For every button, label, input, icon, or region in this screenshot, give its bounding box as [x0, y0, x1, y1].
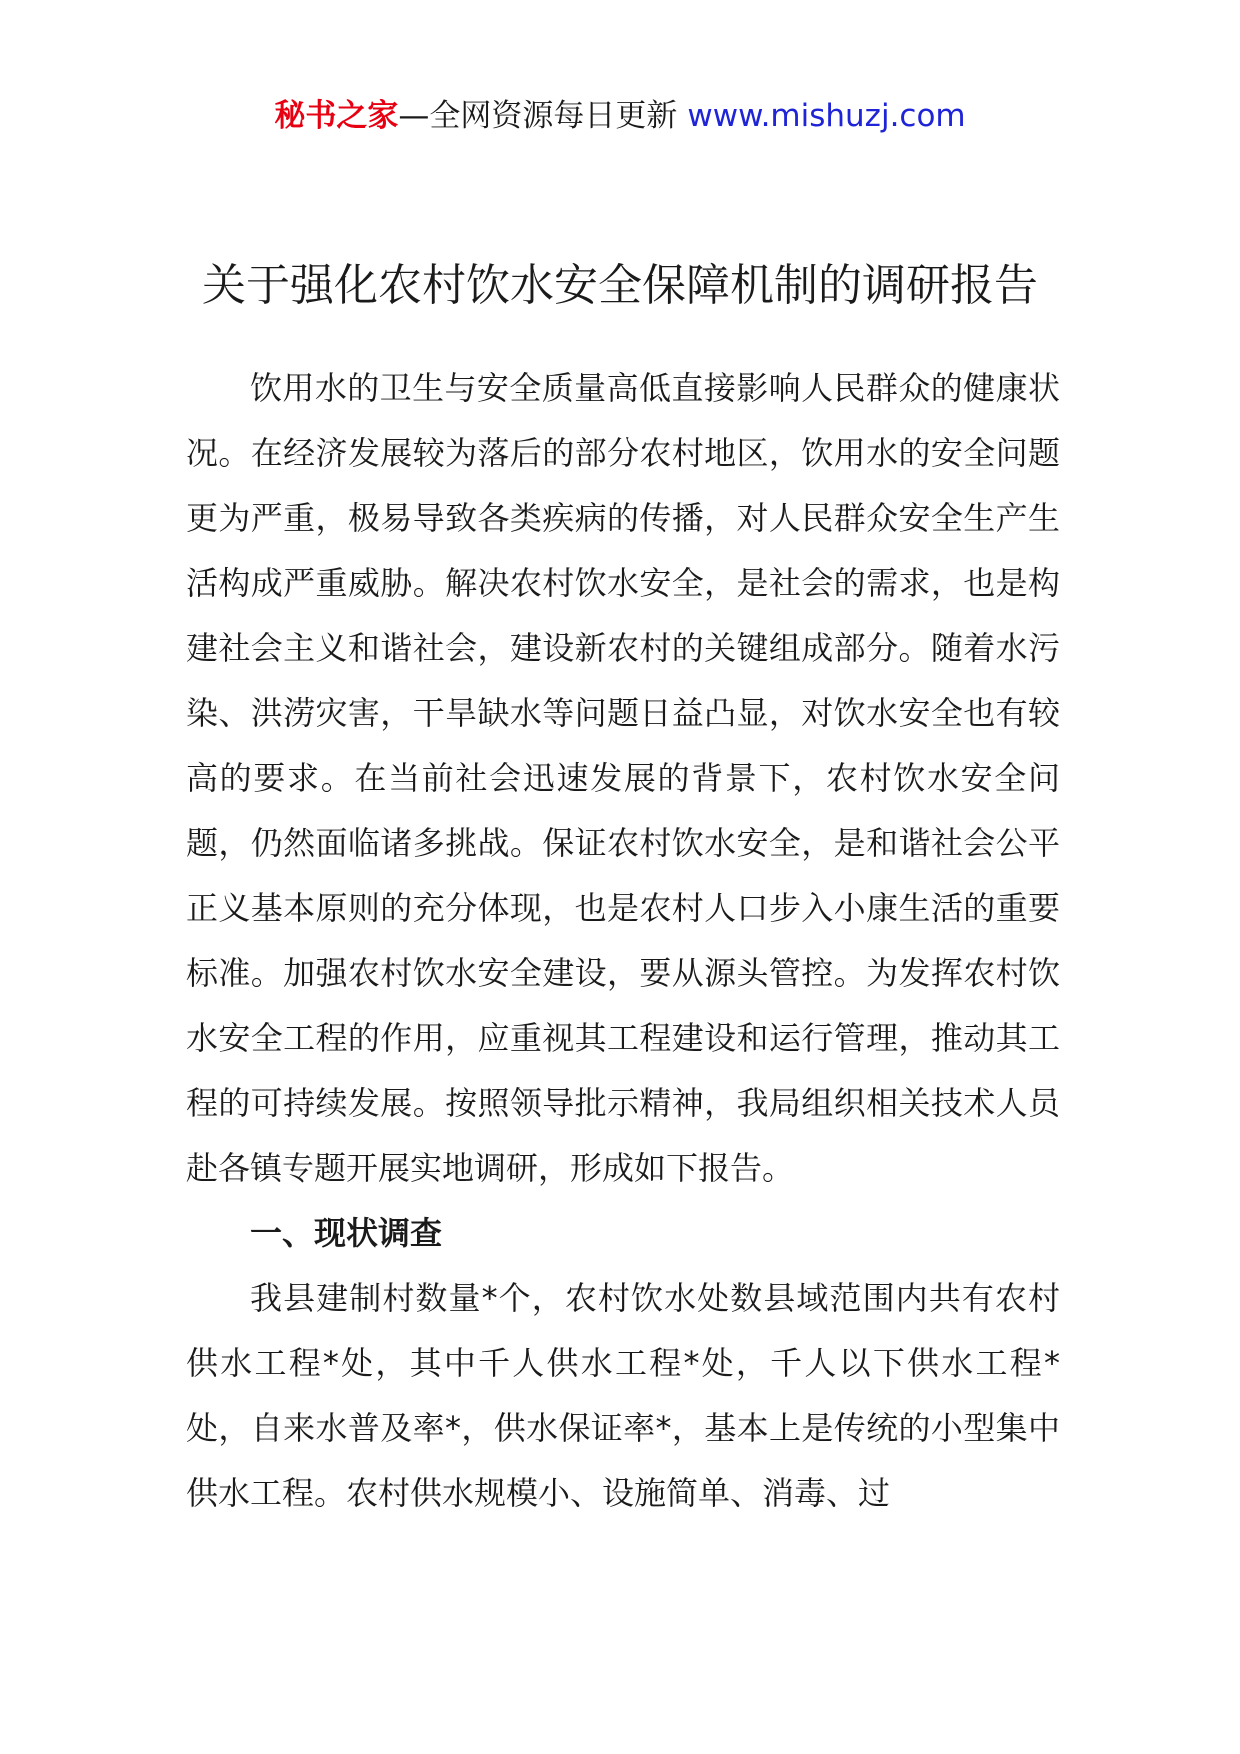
site-header — [0, 96, 1240, 136]
site-name: 秘书之家 — [274, 98, 399, 134]
site-slogan: —全网资源每日更新 — [398, 98, 678, 134]
section-paragraph-status-survey: 我县建制村数量*个，农村饮水处数县域范围内共有农村供水工程*处，其中千人供水工程*处，千人以下供水工程*处，自来水普及率*，供水保证率*，基本上是传统的小型集中供水工程。农村供水规模小、设施简单、消毒、过 — [186, 1279, 1060, 1512]
document-title: 关于强化农村饮水安全保障机制的调研报告 — [202, 260, 1038, 311]
site-url-link[interactable]: www.mishuzj.com — [687, 98, 966, 134]
section-heading-status-survey: 一、现状调查 — [250, 1214, 443, 1252]
document-body — [186, 356, 1060, 1526]
intro-paragraph: 饮用水的卫生与安全质量高低直接影响人民群众的健康状况。在经济发展较为落后的部分农村地区，饮用水的安全问题更为严重，极易导致各类疾病的传播，对人民群众安全生产生活构成严重威胁。解决农村饮水安全，是社会的需求，也是构建社会主义和谐社会，建设新农村的关键组成部分。随着水污染、洪涝灾害，干旱缺水等问题日益凸显，对饮水安全也有较高的要求。在当前社会迅速发展的背景下，农村饮水安全问题，仍然面临诸多挑战。保证农村饮水安全，是和谐社会公平正义基本原则的充分体现，也是农村人口步入小康生活的重要标准。加强农村饮水安全建设，要从源头管控。为发挥农村饮水安全工程的作用，应重视其工程建设和运行管理，推动其工程的可持续发展。按照领导批示精神，我局组织相关技术人员赴各镇专题开展实地调研，形成如下报告。 — [186, 369, 1060, 1187]
